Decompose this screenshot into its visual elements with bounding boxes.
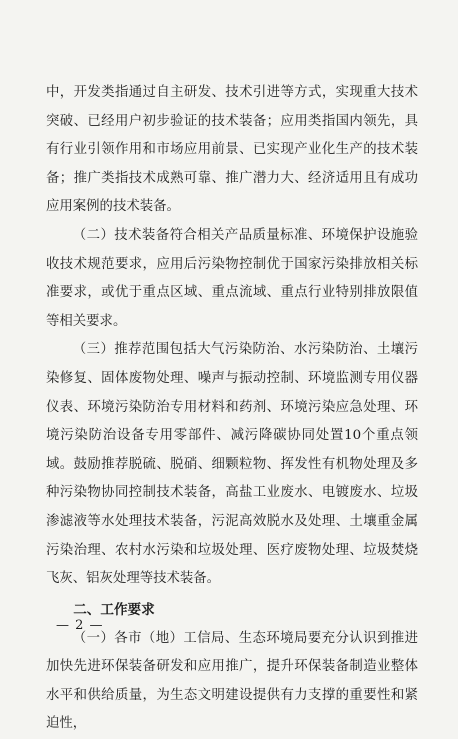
page-number: — 2 — xyxy=(56,618,104,633)
document-body xyxy=(46,79,418,739)
paragraph-requirements: （一）各市（地）工信局、生态环境局要充分认识到推进加快先进环保装备研发和应用推广，提升环保装备制造业整体水平和供给质量，为生态文明建设提供有力支撑的重要性和紧迫性， xyxy=(46,630,418,732)
paragraph-categories: 中，开发类指通过自主研发、技术引进等方式，实现重大技术突破、已经用户初步验证的技术装备；应用类指国内领先，具有行业引领作用和市场应用前景、已实现产业化生产的技术装备；推广类指技术成熟可靠、推广潜力大、经济适用且有成功应用案例的技术装备。 xyxy=(46,85,418,215)
paragraph-standards: （二）技术装备符合相关产品质量标准、环境保护设施验收技术规范要求，应用后污染物控制优于国家污染排放相关标准要求，或优于重点区域、重点流域、重点行业特别排放限值等相关要求。 xyxy=(46,227,418,329)
section-heading: 二、工作要求 xyxy=(73,601,155,618)
paragraph-scope: （三）推荐范围包括大气污染防治、水污染防治、土壤污染修复、固体废物处理、噪声与振动控制、环境监测专用仪器仪表、环境污染防治专用材料和药剂、环境污染应急处理、环境污染防治设备专用零部件、减污降碳协同处置10个重点领域。鼓励推荐脱硫、脱硝、细颗粒物、挥发性有机物处理及多种污染物协同控制技术装备，高盐工业废水、电镀废水、垃圾渗滤液等水处理技术装备，污泥高效脱水及处理、土壤重金属污染治理、农村水污染和垃圾处理、医疗废物处理、垃圾焚烧飞灰、铝灰处理等技术装备。 xyxy=(46,342,418,587)
